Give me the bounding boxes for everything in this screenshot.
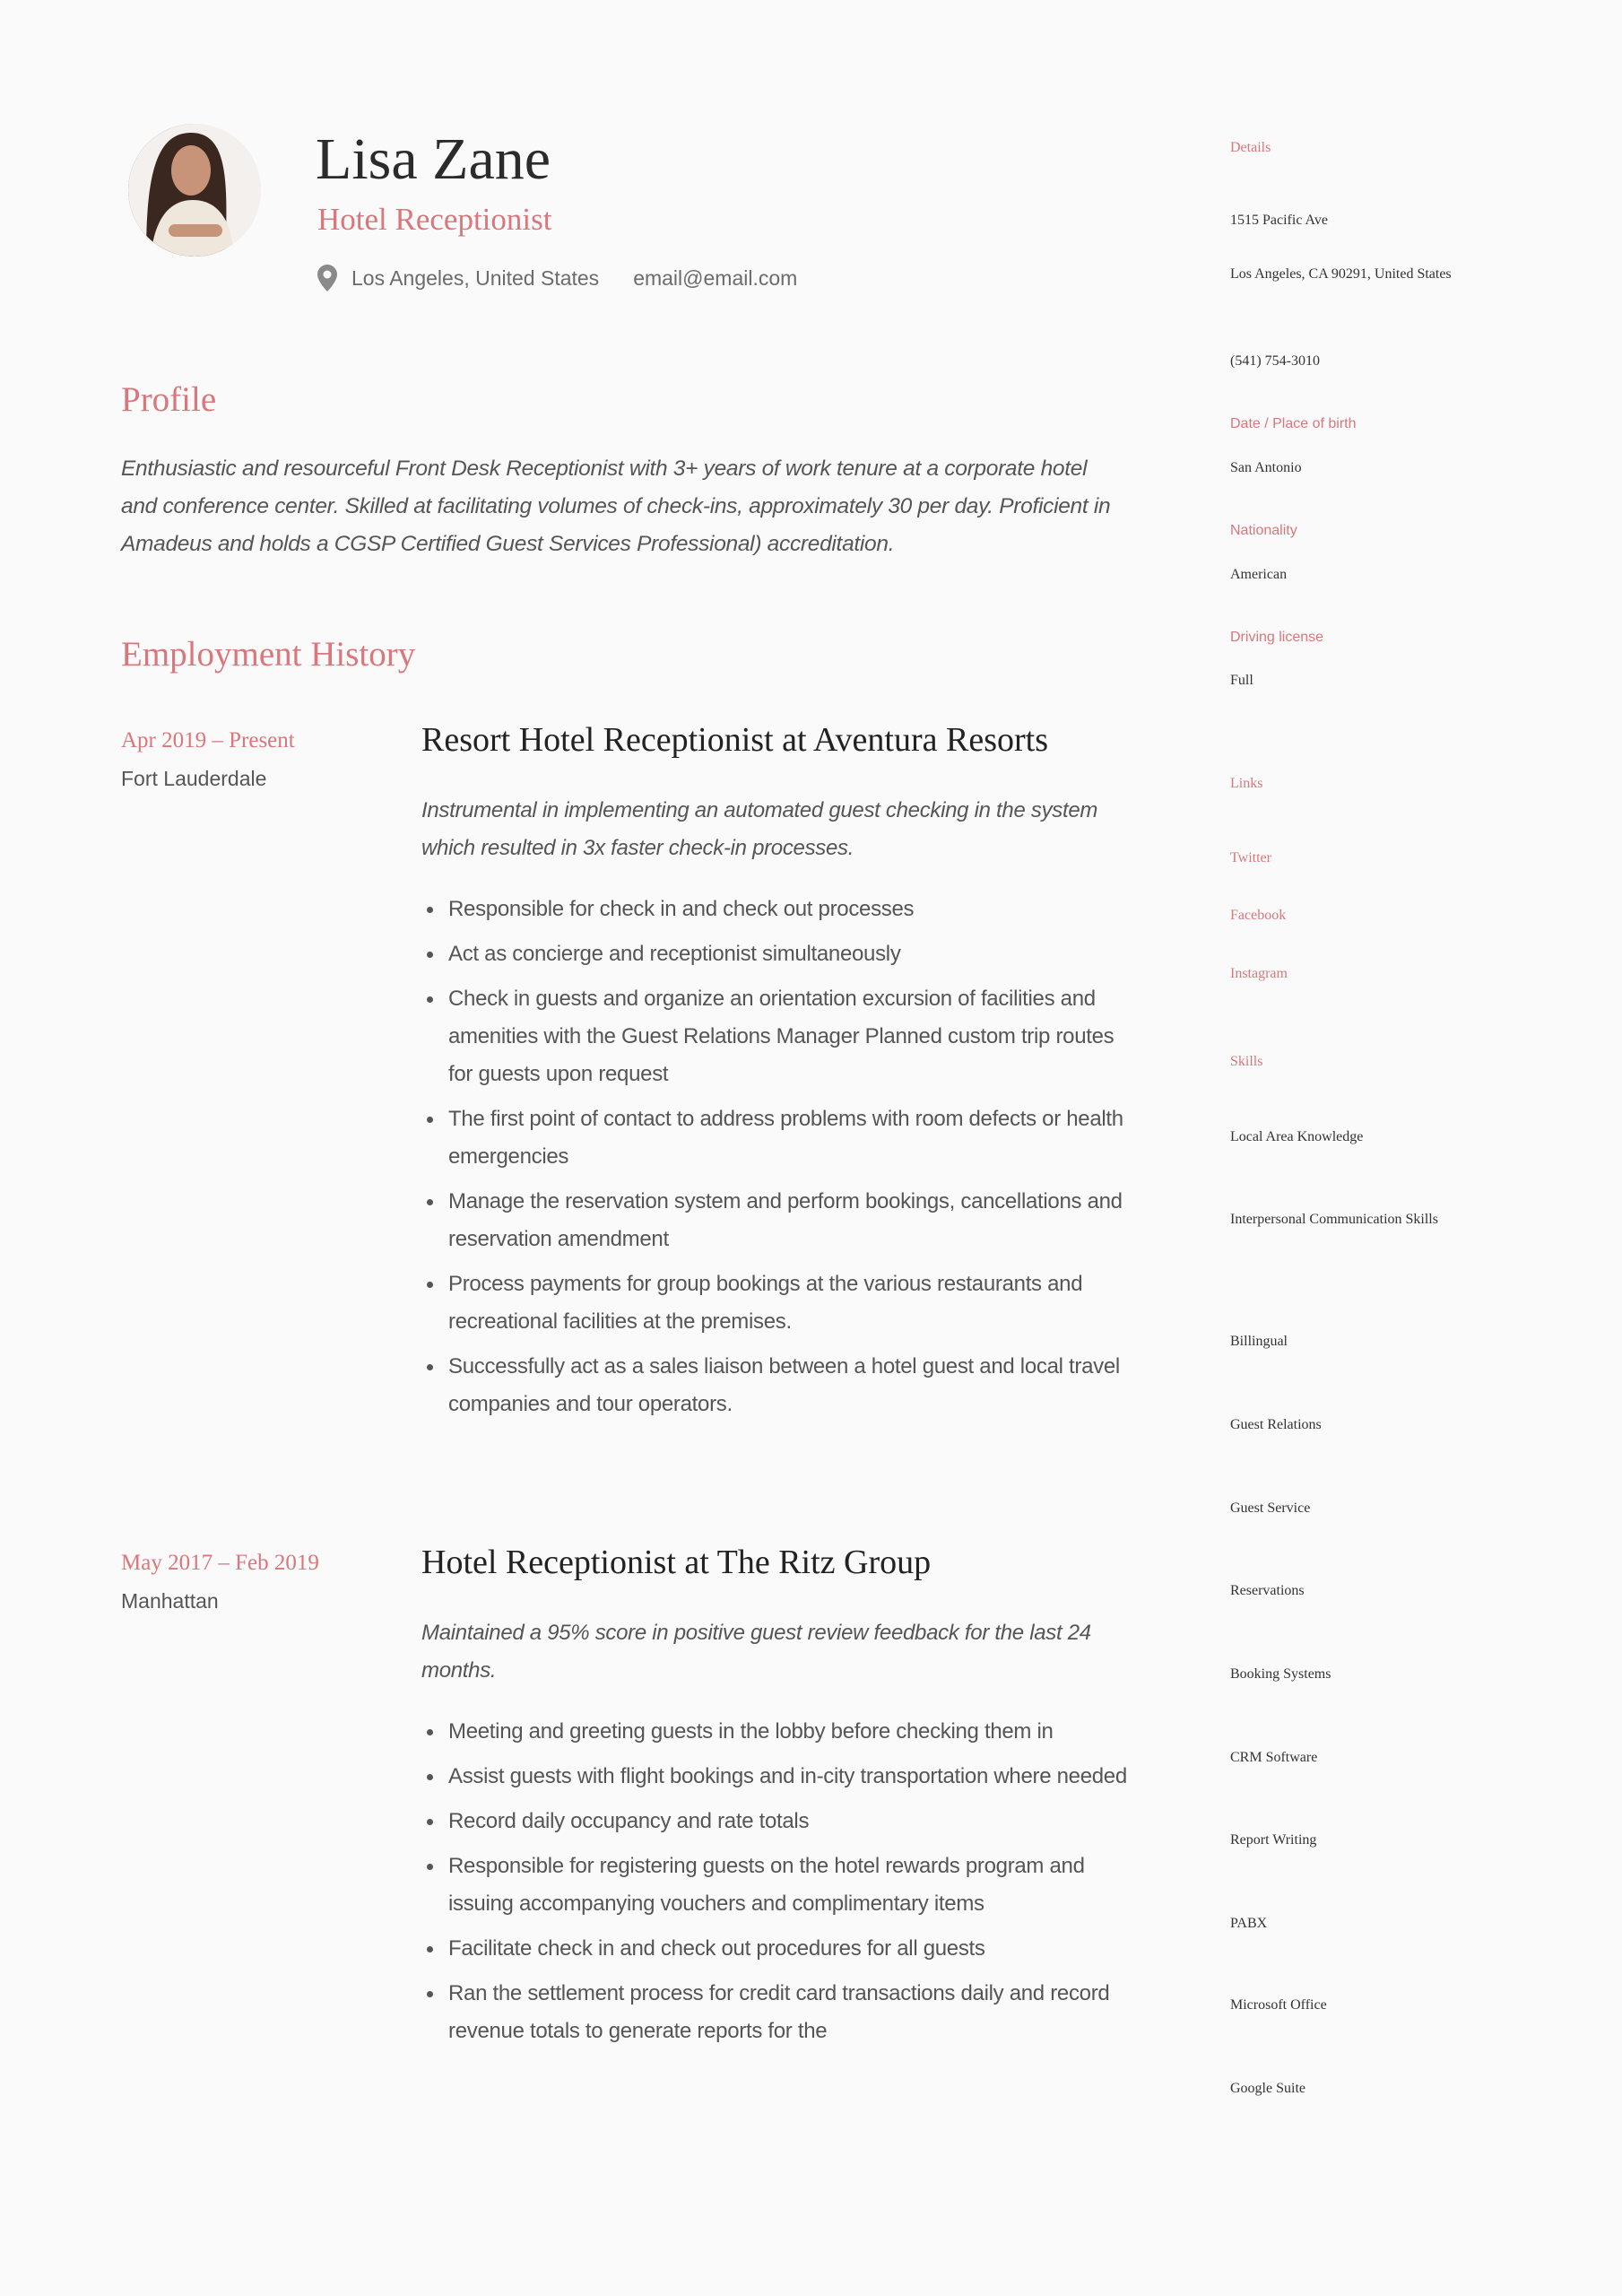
location-pin-icon xyxy=(317,265,337,291)
bullet-text: Check in guests and organize an orientation excursion of facilities and amenities with the Guest Relations Manager Planned custom trip routes for guests upon request xyxy=(448,987,1115,1086)
bullet-icon xyxy=(427,1774,433,1780)
skill-item: Report Writing xyxy=(1230,1832,1317,1848)
details-heading: Details xyxy=(1230,140,1271,155)
job-location: Fort Lauderdale xyxy=(121,767,267,790)
license-label: Driving license xyxy=(1230,630,1324,645)
skill-item: Booking Systems xyxy=(1230,1666,1331,1682)
job-entry xyxy=(121,715,1125,1431)
bullet-text: Successfully act as a sales liaison between a hotel guest and local travel companies and tour operators. xyxy=(448,1354,1120,1416)
bullet-item xyxy=(421,1348,1130,1423)
bullet-text: Assist guests with flight bookings and in-city transportation where needed xyxy=(448,1764,1127,1788)
skill-item: Billingual xyxy=(1230,1334,1288,1349)
bullet-icon xyxy=(427,1282,433,1288)
bullet-text: Record daily occupancy and rate totals xyxy=(448,1809,810,1833)
bullet-text: Responsible for check in and check out processes xyxy=(448,897,915,921)
bullet-icon xyxy=(427,1991,433,1997)
bullet-item xyxy=(421,1758,1130,1796)
address-line-2: Los Angeles, CA 90291, United States xyxy=(1230,266,1452,282)
skill-item: Interpersonal Communication Skills xyxy=(1230,1212,1438,1227)
bullet-item xyxy=(421,980,1130,1093)
candidate-title: Hotel Receptionist xyxy=(317,202,552,237)
skill-item: CRM Software xyxy=(1230,1750,1318,1765)
nationality-label: Nationality xyxy=(1230,523,1297,538)
skill-item: PABX xyxy=(1230,1916,1268,1931)
bullet-text: Meeting and greeting guests in the lobby before checking them in xyxy=(448,1719,1054,1744)
location-text: Los Angeles, United States xyxy=(351,266,600,290)
bullet-icon xyxy=(427,1729,433,1735)
link-instagram[interactable]: Instagram xyxy=(1230,966,1288,981)
bullet-item xyxy=(421,1930,1130,1968)
job-location: Manhattan xyxy=(121,1589,219,1613)
profile-text: Enthusiastic and resourceful Front Desk Receptionist with 3+ years of work tenure at a corporate hotel and conference center. Skilled at facilitating volumes of check-ins, approximately 30 per day. Proficient in Amadeus and holds a CGSP Certified Guest Services Professional) accreditation. xyxy=(121,457,1111,556)
employment-heading: Employment History xyxy=(121,635,416,674)
bullet-icon xyxy=(427,1364,433,1370)
profile-heading: Profile xyxy=(121,380,217,419)
skill-item: Local Area Knowledge xyxy=(1230,1129,1364,1144)
bullet-item xyxy=(421,1975,1130,2050)
bullet-item xyxy=(421,1848,1130,1923)
bullet-text: Manage the reservation system and perform bookings, cancellations and reservation amendment xyxy=(448,1189,1123,1251)
job-title: Resort Hotel Receptionist at Aventura Resorts xyxy=(421,721,1048,759)
skill-item: Guest Service xyxy=(1230,1500,1311,1516)
birth-label: Date / Place of birth xyxy=(1230,416,1357,431)
bullet-icon xyxy=(427,1864,433,1870)
skill-item: Google Suite xyxy=(1230,2081,1305,2096)
birth-value: San Antonio xyxy=(1230,460,1302,475)
skills-heading: Skills xyxy=(1230,1054,1263,1069)
nationality-value: American xyxy=(1230,567,1288,582)
address-line-1: 1515 Pacific Ave xyxy=(1230,213,1329,228)
bullet-item xyxy=(421,1265,1130,1341)
job-dates: Apr 2019 – Present xyxy=(121,728,295,752)
bullet-item xyxy=(421,935,1130,973)
skill-item: Microsoft Office xyxy=(1230,1997,1327,2013)
links-heading: Links xyxy=(1230,776,1263,791)
bullet-text: Act as concierge and receptionist simultaneously xyxy=(448,942,901,966)
job-description: Maintained a 95% score in positive guest review feedback for the last 24 months. xyxy=(421,1621,1091,1683)
job-title: Hotel Receptionist at The Ritz Group xyxy=(421,1544,932,1581)
bullet-icon xyxy=(427,1946,433,1952)
bullet-icon xyxy=(427,1117,433,1123)
bullet-text: Process payments for group bookings at the various restaurants and recreational facilities at the premises. xyxy=(448,1272,1083,1334)
bullet-icon xyxy=(427,996,433,1003)
bullet-item xyxy=(421,1803,1130,1840)
bullet-text: Facilitate check in and check out procedures for all guests xyxy=(448,1936,985,1961)
skill-item: Guest Relations xyxy=(1230,1417,1322,1432)
contact-line xyxy=(317,263,797,293)
link-facebook[interactable]: Facebook xyxy=(1230,908,1287,923)
bullet-icon xyxy=(427,1199,433,1205)
job-bullets xyxy=(421,1713,1130,2050)
license-value: Full xyxy=(1230,673,1253,688)
bullet-text: The first point of contact to address problems with room defects or health emergencies xyxy=(448,1107,1123,1169)
bullet-icon xyxy=(427,1819,433,1825)
bullet-text: Responsible for registering guests on the hotel rewards program and issuing accompanying vouchers and complimentary items xyxy=(448,1854,1085,1916)
email-link[interactable]: email@email.com xyxy=(633,266,798,290)
bullet-item xyxy=(421,1713,1130,1751)
skill-item: Reservations xyxy=(1230,1583,1305,1598)
job-bullets xyxy=(421,891,1130,1423)
bullet-item xyxy=(421,1183,1130,1258)
job-entry xyxy=(121,1537,1125,2057)
profile-photo xyxy=(128,124,261,257)
link-twitter[interactable]: Twitter xyxy=(1230,850,1271,865)
bullet-item xyxy=(421,1100,1130,1176)
job-description: Instrumental in implementing an automated guest checking in the system which resulted in 3x faster check-in processes. xyxy=(421,798,1098,860)
bullet-text: Ran the settlement process for credit card transactions daily and record revenue totals to generate reports for the xyxy=(448,1981,1110,2043)
bullet-icon xyxy=(427,907,433,913)
phone-number: (541) 754-3010 xyxy=(1230,353,1320,369)
job-dates: May 2017 – Feb 2019 xyxy=(121,1551,319,1575)
person-photo-icon xyxy=(128,124,261,257)
candidate-name: Lisa Zane xyxy=(316,126,551,192)
bullet-item xyxy=(421,891,1130,928)
bullet-icon xyxy=(427,952,433,958)
